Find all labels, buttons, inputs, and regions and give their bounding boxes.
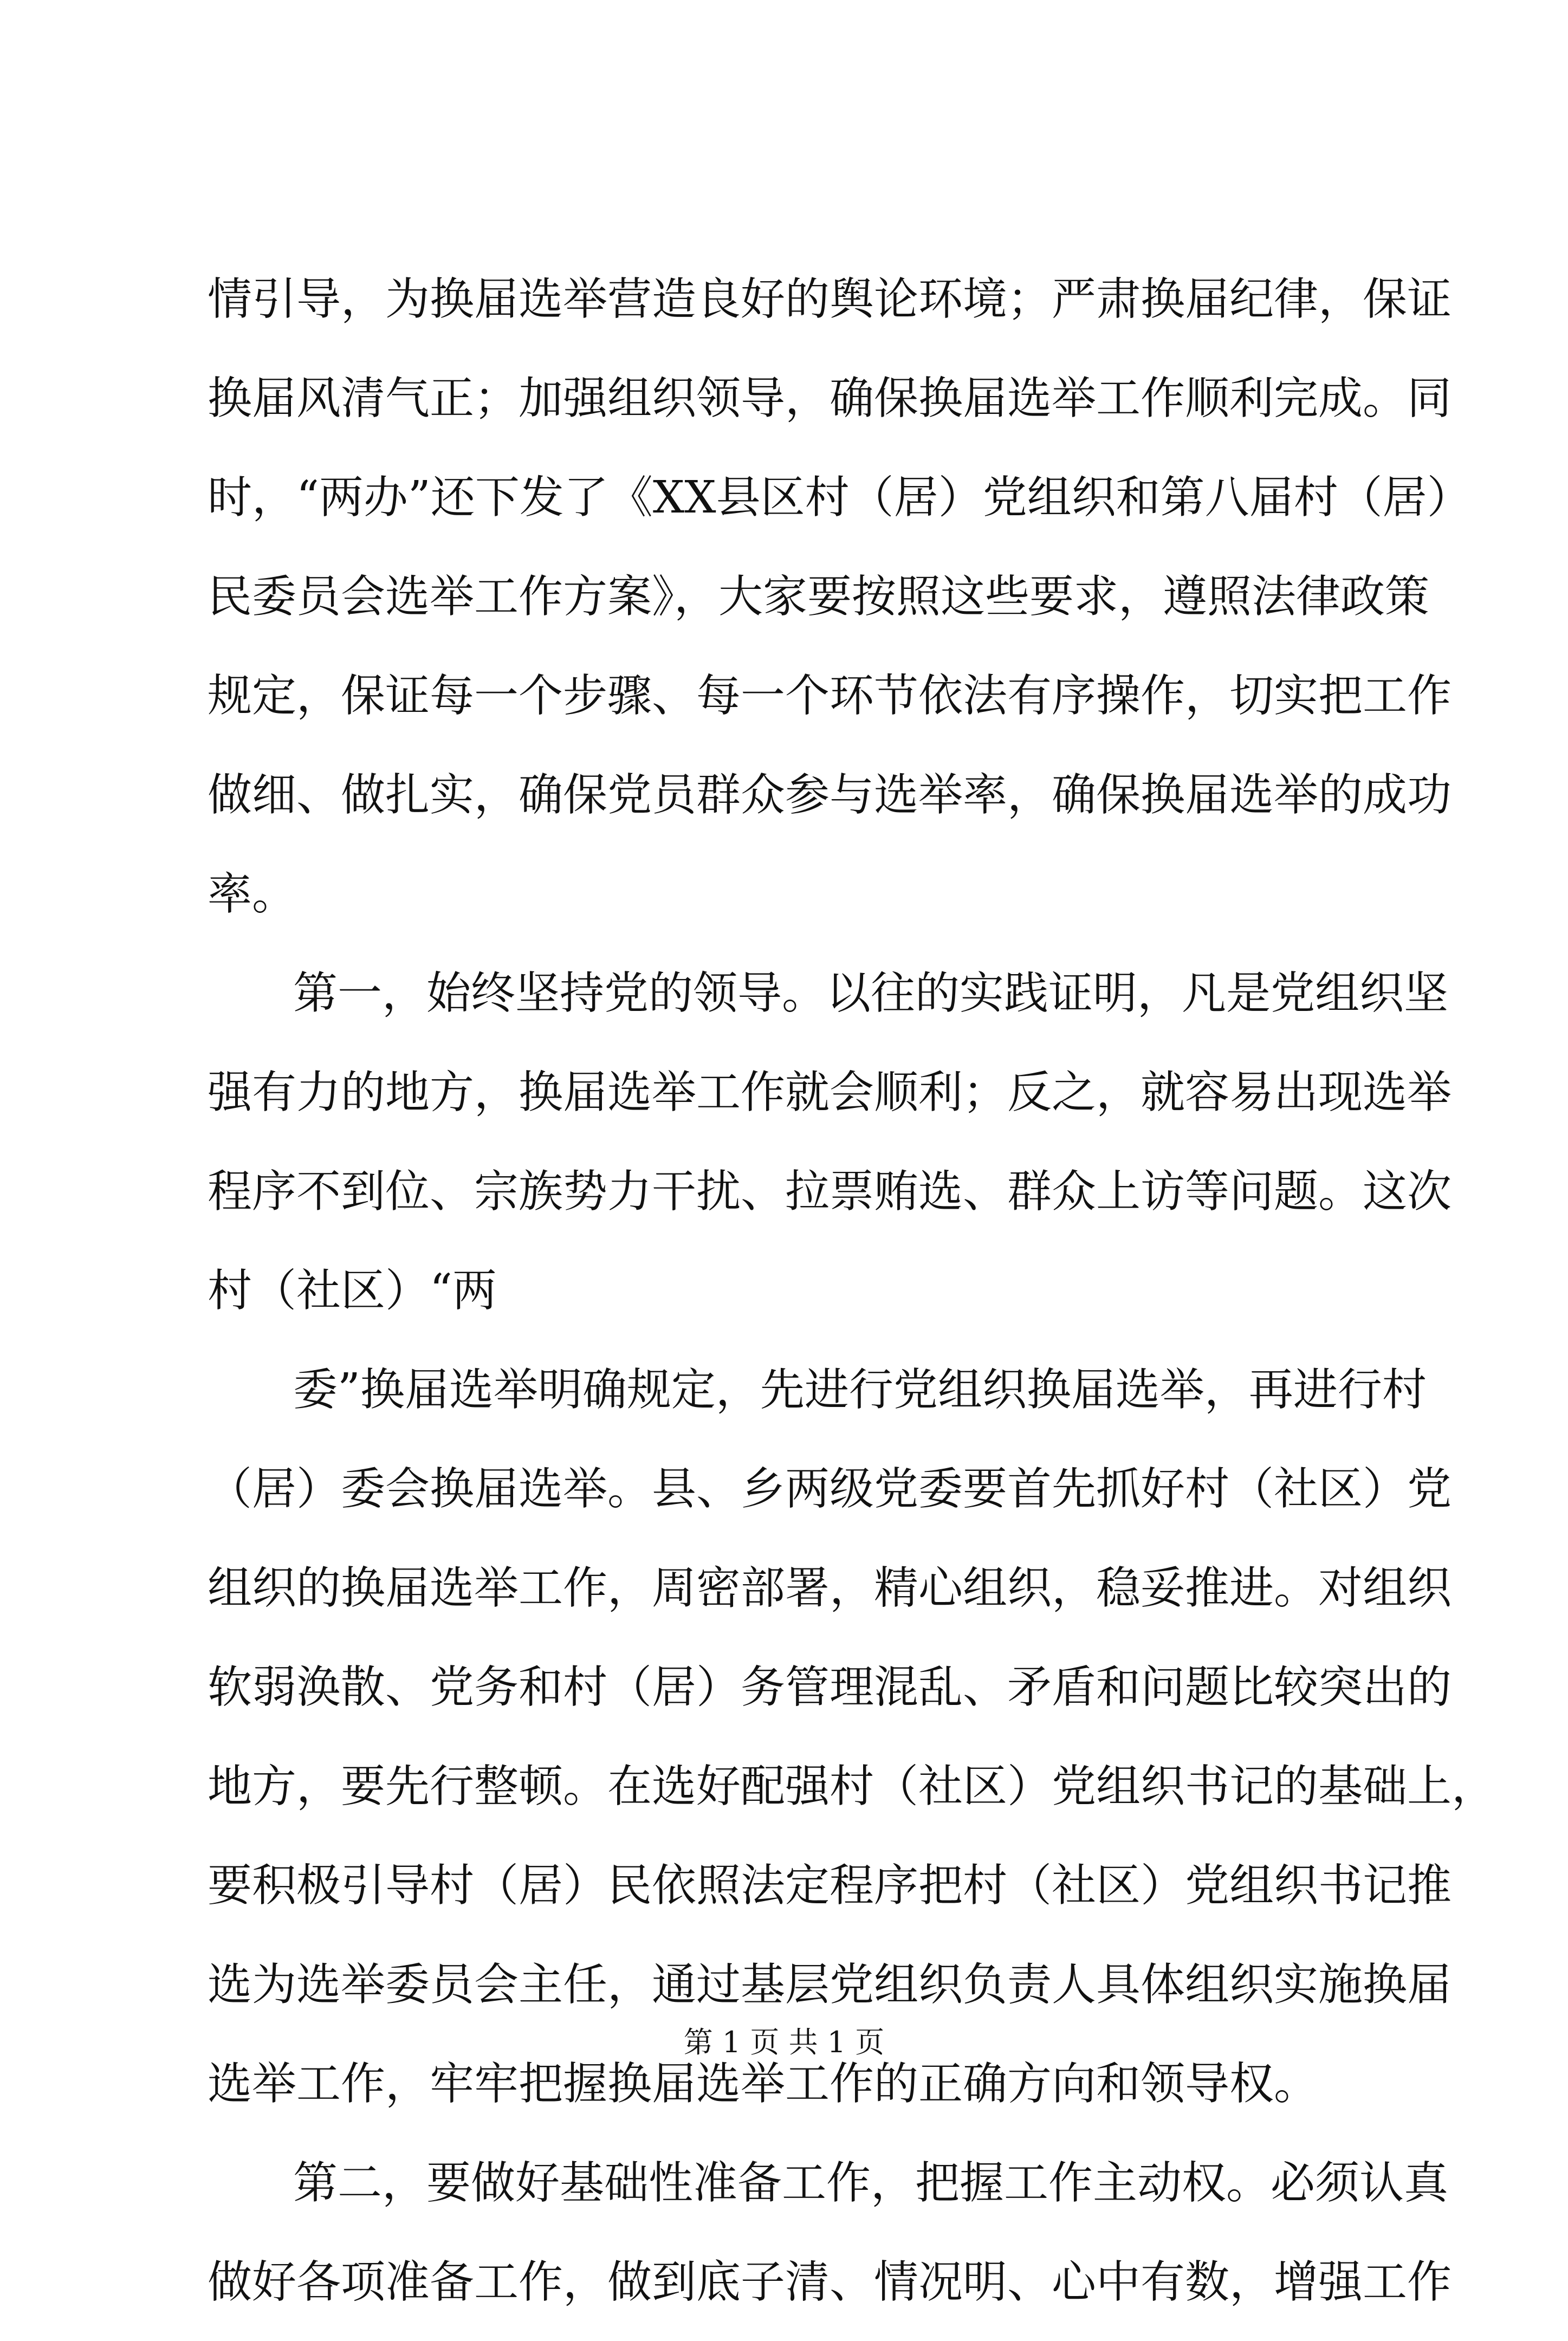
text-line: 程序不到位、宗族势力干扰、拉票贿选、群众上访等问题。这次 (208, 1166, 1452, 1217)
text-line: 率。 (208, 868, 297, 920)
text-line: 选为选举委员会主任，通过基层党组织负责人具体组织实施换届 (208, 1959, 1452, 2011)
text-line: 时，“两办”还下发了《XX县区村（居）党组织和第八届村（居） (208, 472, 1472, 523)
text-line: 软弱涣散、党务和村（居）务管理混乱、矛盾和问题比较突出的 (208, 1662, 1452, 1713)
text-line: 村（社区）“两 (208, 1265, 497, 1317)
text-line: 做细、做扎实，确保党员群众参与选举率，确保换届选举的成功 (208, 769, 1452, 821)
text-line: 地方，要先行整顿。在选好配强村（社区）党组织书记的基础上， (208, 1761, 1496, 1812)
text-line: 做好各项准备工作，做到底子清、情况明、心中有数，增强工作 (208, 2256, 1452, 2308)
text-line: 情引导，为换届选举营造良好的舆论环境；严肃换届纪律，保证 (208, 274, 1452, 325)
text-line: 民委员会选举工作方案》，大家要按照这些要求，遵照法律政策 (208, 571, 1430, 622)
text-line: 第二，要做好基础性准备工作，把握工作主动权。必须认真 (293, 2157, 1449, 2209)
text-line: （居）委会换届选举。县、乡两级党委要首先抓好村（社区）党 (208, 1463, 1452, 1515)
paragraph-2 (208, 953, 1452, 1350)
text-line: 要积极引导村（居）民依照法定程序把村（社区）党组织书记推 (208, 1860, 1452, 1911)
page-number-label: 第 1 页 共 1 页 (683, 2025, 885, 2059)
text-line: 组织的换届选举工作，周密部署，精心组织，稳妥推进。对组织 (208, 1562, 1452, 1614)
text-line: 第一，始终坚持党的领导。以往的实践证明，凡是党组织坚 (293, 968, 1449, 1019)
text-line: 换届风清气正；加强组织领导，确保换届选举工作顺利完成。同 (208, 373, 1452, 424)
paragraph-1 (208, 259, 1472, 953)
page-footer (0, 2021, 1568, 2064)
text-line: 规定，保证每一个步骤、每一个环节依法有序操作，切实把工作 (208, 670, 1452, 722)
text-line: 强有力的地方，换届选举工作就会顺利；反之，就容易出现选举 (208, 1067, 1452, 1118)
paragraph-4 (208, 2143, 1452, 2341)
text-line: 选举工作，牢牢把握换届选举工作的正确方向和领导权。 (208, 2058, 1319, 2110)
text-line: 委”换届选举明确规定，先进行党组织换届选举，再进行村 (293, 1364, 1427, 1416)
